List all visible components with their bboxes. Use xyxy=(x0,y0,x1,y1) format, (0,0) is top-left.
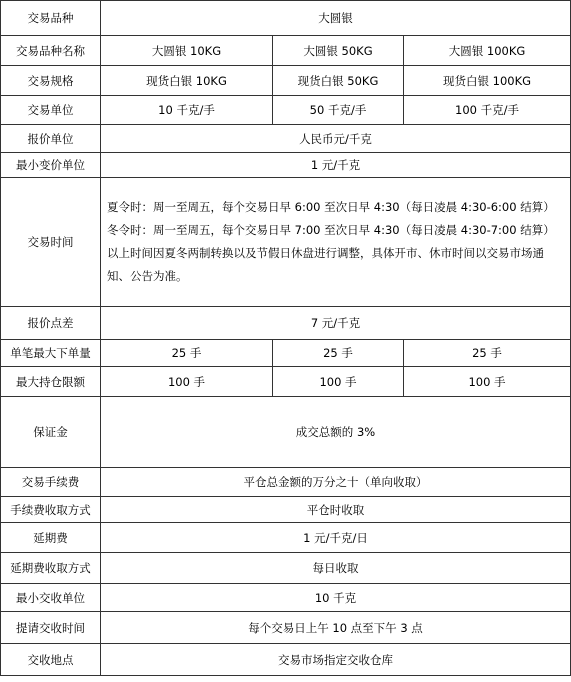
label-variety: 交易品种 xyxy=(1,1,101,36)
row-spec xyxy=(1,66,571,96)
label-quote-unit: 报价单位 xyxy=(1,125,101,153)
value-min-tick: 1 元/千克 xyxy=(101,153,571,178)
row-unit xyxy=(1,96,571,125)
value-min-delivery: 10 千克 xyxy=(101,584,571,612)
value-spec-10kg: 现货白银 10KG xyxy=(101,66,273,96)
row-variety-name xyxy=(1,36,571,66)
label-trading-time: 交易时间 xyxy=(1,178,101,307)
label-fee-method: 手续费收取方式 xyxy=(1,497,101,523)
value-deferral-method: 每日收取 xyxy=(101,553,571,584)
value-variety: 大圆银 xyxy=(101,1,571,36)
label-min-delivery: 最小交收单位 xyxy=(1,584,101,612)
value-unit-50kg: 50 千克/手 xyxy=(273,96,404,125)
value-max-position-100kg: 100 手 xyxy=(404,367,571,397)
label-min-tick: 最小变价单位 xyxy=(1,153,101,178)
label-max-position: 最大持仓限额 xyxy=(1,367,101,397)
label-delivery-place: 交收地点 xyxy=(1,644,101,676)
trading-time-winter: 冬令时：周一至周五，每个交易日早 7:00 至次日早 4:30（每日凌晨 4:30-7:00 结算） xyxy=(107,223,555,237)
value-fee: 平仓总金额的万分之十（单向收取） xyxy=(101,468,571,497)
value-deferral-fee: 1 元/千克/日 xyxy=(101,523,571,553)
label-spread: 报价点差 xyxy=(1,307,101,340)
value-spec-100kg: 现货白银 100KG xyxy=(404,66,571,96)
row-variety xyxy=(1,1,571,36)
value-margin: 成交总额的 3% xyxy=(101,397,571,468)
value-delivery-time: 每个交易日上午 10 点至下午 3 点 xyxy=(101,612,571,644)
trading-time-summer: 夏令时：周一至周五，每个交易日早 6:00 至次日早 4:30（每日凌晨 4:30-6:00 结算） xyxy=(107,200,555,214)
row-spread xyxy=(1,307,571,340)
value-variety-name-50kg: 大圆银 50KG xyxy=(273,36,404,66)
row-fee xyxy=(1,468,571,497)
row-fee-method xyxy=(1,497,571,523)
row-delivery-place xyxy=(1,644,571,676)
value-fee-method: 平仓时收取 xyxy=(101,497,571,523)
value-spec-50kg: 现货白银 50KG xyxy=(273,66,404,96)
label-deferral-fee: 延期费 xyxy=(1,523,101,553)
value-delivery-place: 交易市场指定交收仓库 xyxy=(101,644,571,676)
value-max-order-50kg: 25 手 xyxy=(273,340,404,367)
row-quote-unit xyxy=(1,125,571,153)
label-spec: 交易规格 xyxy=(1,66,101,96)
label-unit: 交易单位 xyxy=(1,96,101,125)
label-deferral-method: 延期费收取方式 xyxy=(1,553,101,584)
row-trading-time xyxy=(1,178,571,307)
label-max-order: 单笔最大下单量 xyxy=(1,340,101,367)
row-min-tick xyxy=(1,153,571,178)
value-max-position-50kg: 100 手 xyxy=(273,367,404,397)
label-delivery-time: 提请交收时间 xyxy=(1,612,101,644)
row-deferral-fee xyxy=(1,523,571,553)
value-spread: 7 元/千克 xyxy=(101,307,571,340)
label-margin: 保证金 xyxy=(1,397,101,468)
row-max-order xyxy=(1,340,571,367)
value-max-order-100kg: 25 手 xyxy=(404,340,571,367)
label-fee: 交易手续费 xyxy=(1,468,101,497)
row-max-position xyxy=(1,367,571,397)
trading-time-note: 以上时间因夏冬两制转换以及节假日休盘进行调整，具体开市、休市时间以交易市场通知、公告为准。 xyxy=(107,246,544,283)
value-quote-unit: 人民币元/千克 xyxy=(101,125,571,153)
row-delivery-time xyxy=(1,612,571,644)
value-unit-100kg: 100 千克/手 xyxy=(404,96,571,125)
row-margin xyxy=(1,397,571,468)
row-deferral-method xyxy=(1,553,571,584)
value-variety-name-100kg: 大圆银 100KG xyxy=(404,36,571,66)
value-max-order-10kg: 25 手 xyxy=(101,340,273,367)
value-unit-10kg: 10 千克/手 xyxy=(101,96,273,125)
value-max-position-10kg: 100 手 xyxy=(101,367,273,397)
value-variety-name-10kg: 大圆银 10KG xyxy=(101,36,273,66)
label-variety-name: 交易品种名称 xyxy=(1,36,101,66)
value-trading-time xyxy=(101,178,571,307)
row-min-delivery xyxy=(1,584,571,612)
